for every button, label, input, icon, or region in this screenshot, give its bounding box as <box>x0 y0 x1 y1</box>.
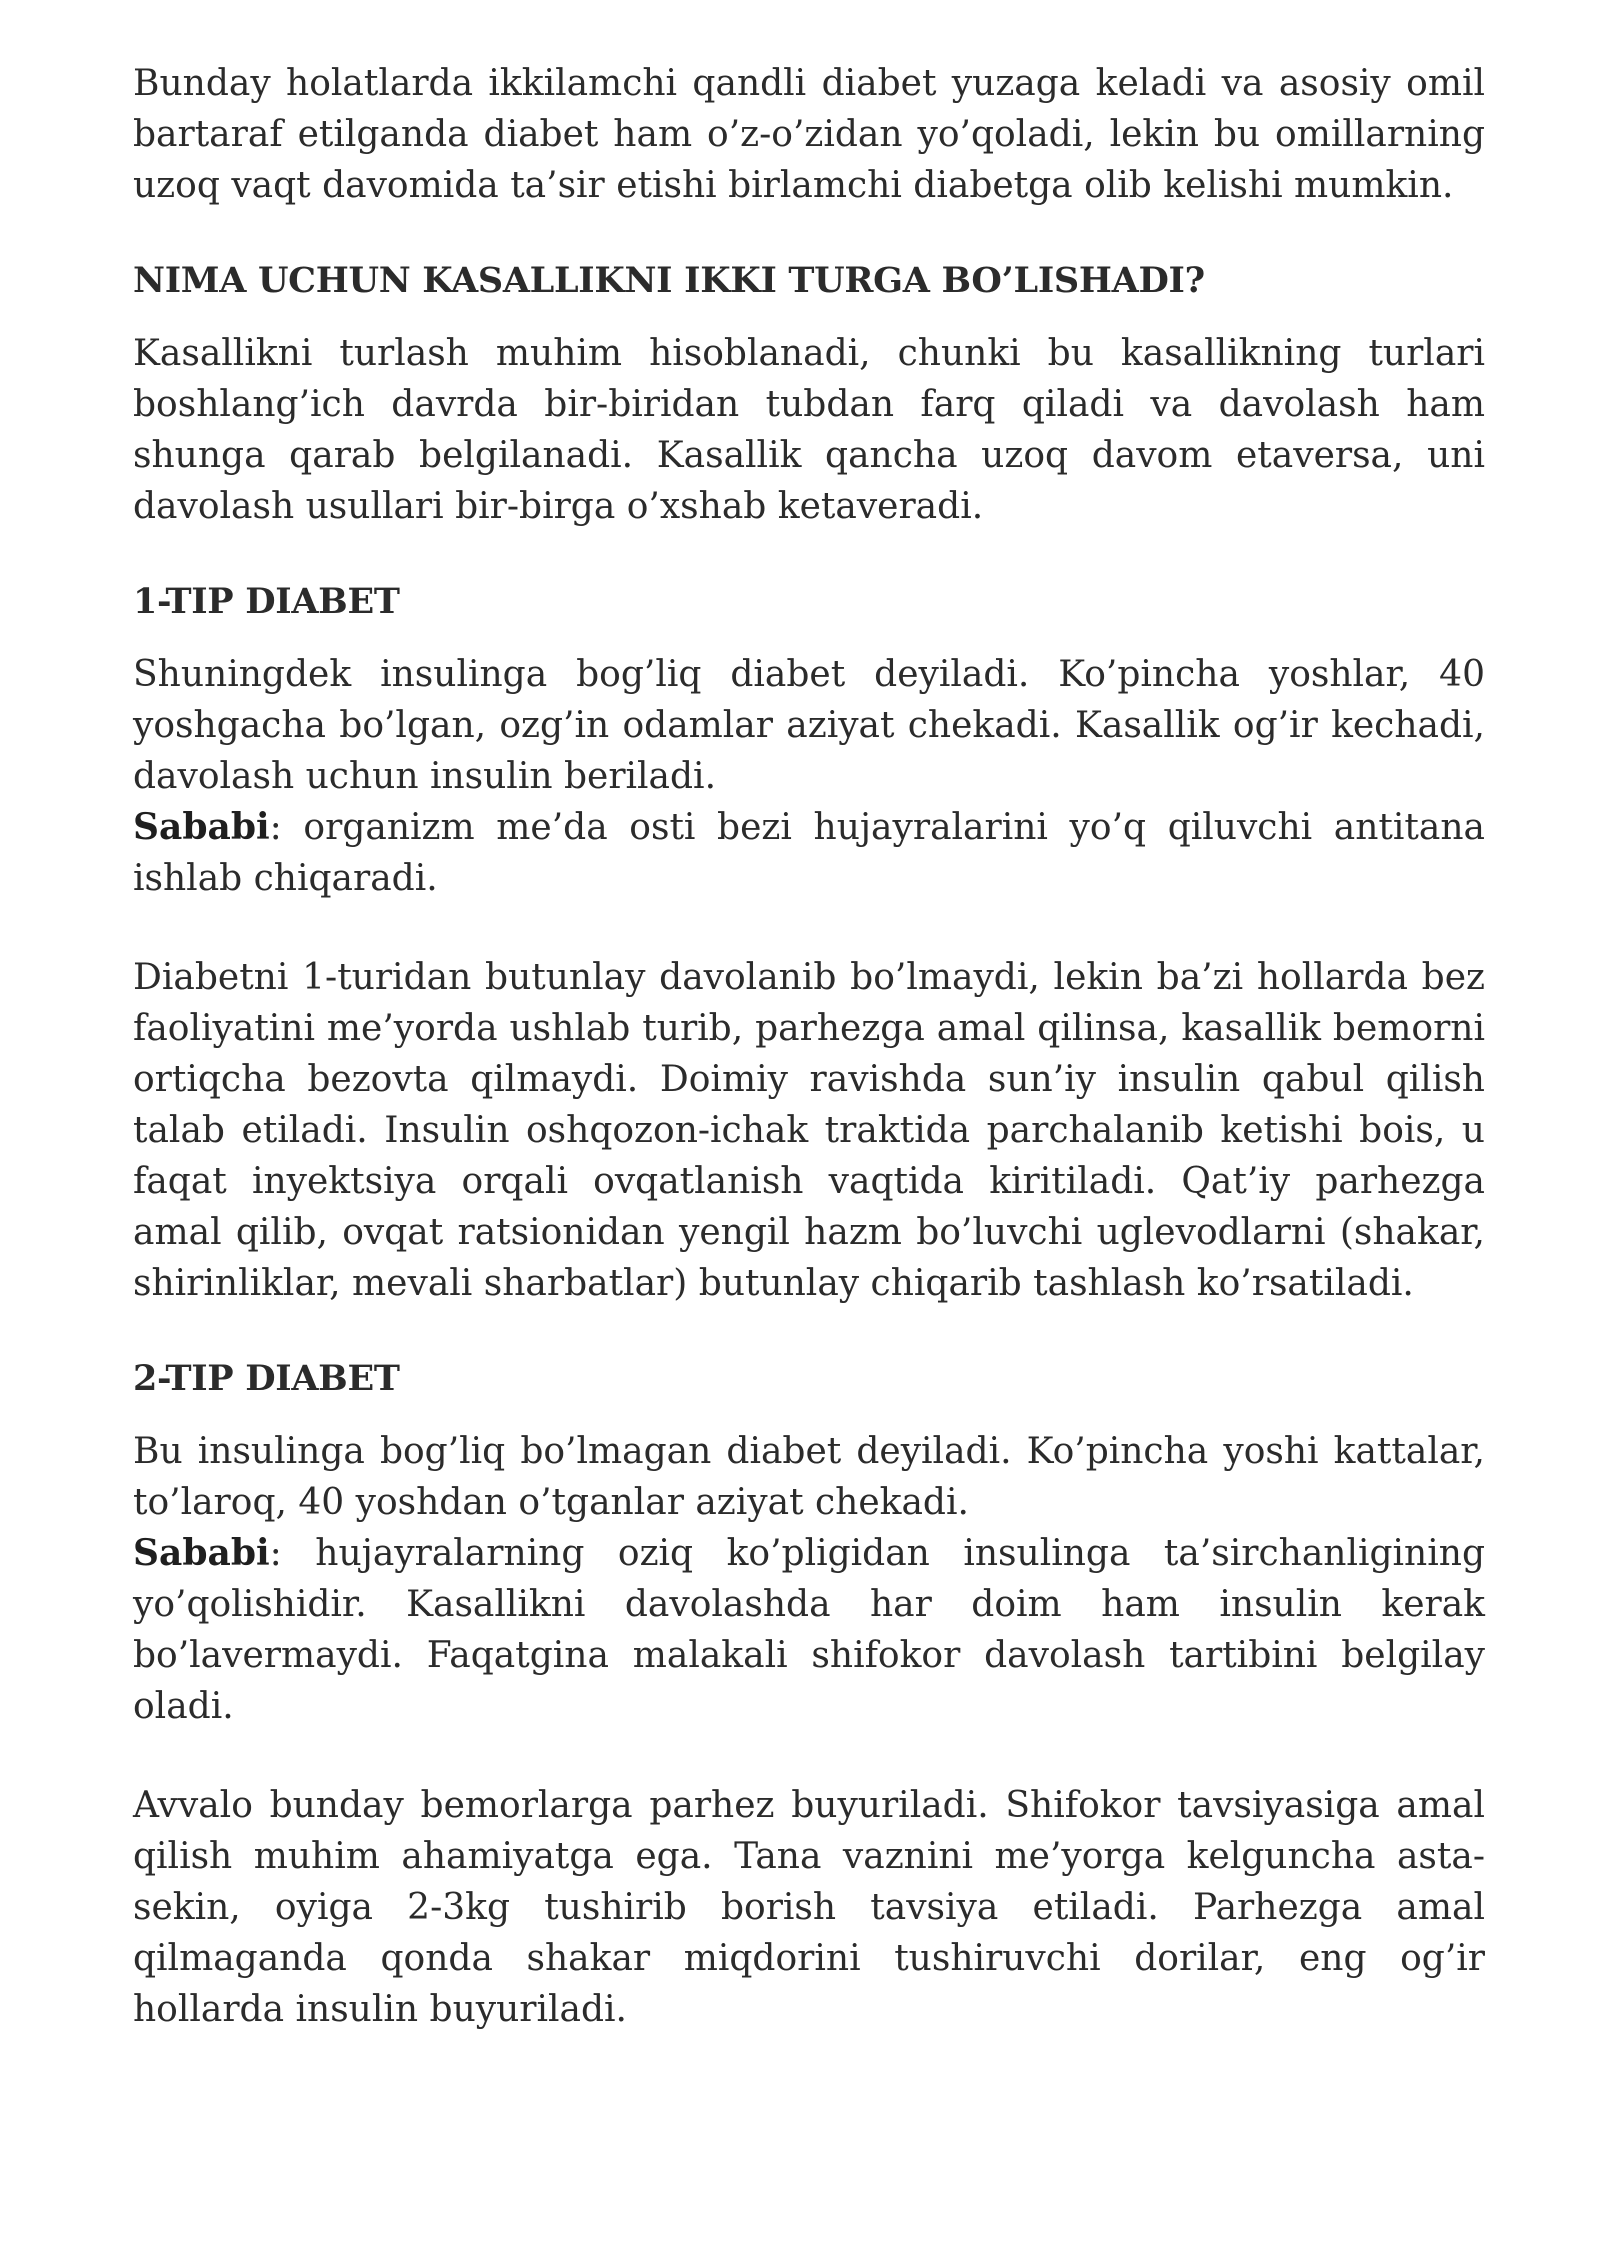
intro-paragraph: Bunday holatlarda ikkilamchi qandli diabet yuzaga keladi va asosiy omil bartaraf etilganda diabet ham o’z-o’zidan yo’qoladi, lekin bu omillarning uzoq vaqt davomida ta’sir etishi birlamchi diabetga olib kelishi mumkin. <box>133 63 1485 206</box>
type2-cause-label: Sababi <box>133 1532 270 1574</box>
type2-intro-paragraph <box>133 1426 1485 1732</box>
document-page <box>133 58 1485 2035</box>
type2-cause-text: : hujayralarning oziq ko’pligidan insulinga ta’sirchanligining yo’qolishidir. Kasallikni davolashda har doim ham insulin kerak bo’lavermaydi. Faqatgina malakali shifokor davolash tartibini belgilay oladi. <box>133 1533 1485 1727</box>
heading-why-two-types: NIMA UCHUN KASALLIKNI IKKI TURGA BO’LISHADI? <box>133 260 1205 301</box>
heading-type2: 2-TIP DIABET <box>133 1358 400 1399</box>
why-paragraph: Kasallikni turlash muhim hisoblanadi, chunki bu kasallikning turlari boshlang’ich davrda bir-biridan tubdan farq qiladi va davolash ham shunga qarab belgilanadi. Kasallik qancha uzoq davom etaversa, uni davolash usullari bir-birga o’xshab ketaveradi. <box>133 333 1485 527</box>
type1-intro-paragraph <box>133 649 1485 904</box>
heading-type1: 1-TIP DIABET <box>133 581 400 622</box>
type1-cause-text: : organizm me’da osti bezi hujayralarini yo’q qiluvchi antitana ishlab chiqaradi. <box>133 807 1485 899</box>
type2-treatment-paragraph: Avvalo bunday bemorlarga parhez buyuriladi. Shifokor tavsiyasiga amal qilish muhim ahamiyatga ega. Tana vaznini me’yorga kelguncha asta-sekin, oyiga 2-3kg tushirib borish tavsiya etiladi. Parhezga amal qilmaganda qonda shakar miqdorini tushiruvchi dorilar, eng og’ir hollarda insulin buyuriladi. <box>133 1785 1485 2030</box>
type1-intro-text: Shuningdek insulinga bog’liq diabet deyiladi. Ko’pincha yoshlar, 40 yoshgacha bo’lgan, ozg’in odamlar aziyat chekadi. Kasallik og’ir kechadi, davolash uchun insulin beriladi. <box>133 654 1485 797</box>
type1-treatment-paragraph: Diabetni 1-turidan butunlay davolanib bo’lmaydi, lekin ba’zi hollarda bez faoliyatini me’yorda ushlab turib, parhezga amal qilinsa, kasallik bemorni ortiqcha bezovta qilmaydi. Doimiy ravishda sun’iy insulin qabul qilish talab etiladi. Insulin oshqozon-ichak traktida parchalanib ketishi bois, u faqat inyektsiya orqali ovqatlanish vaqtida kiritiladi. Qat’iy parhezga amal qilib, ovqat ratsionidan yengil hazm bo’luvchi uglevodlarni (shakar, shirinliklar, mevali sharbatlar) butunlay chiqarib tashlash ko’rsatiladi. <box>133 957 1485 1304</box>
type1-cause-label: Sababi <box>133 806 270 848</box>
type2-intro-text: Bu insulinga bog’liq bo’lmagan diabet deyiladi. Ko’pincha yoshi kattalar, to’laroq, 40 yoshdan o’tganlar aziyat chekadi. <box>133 1431 1485 1523</box>
